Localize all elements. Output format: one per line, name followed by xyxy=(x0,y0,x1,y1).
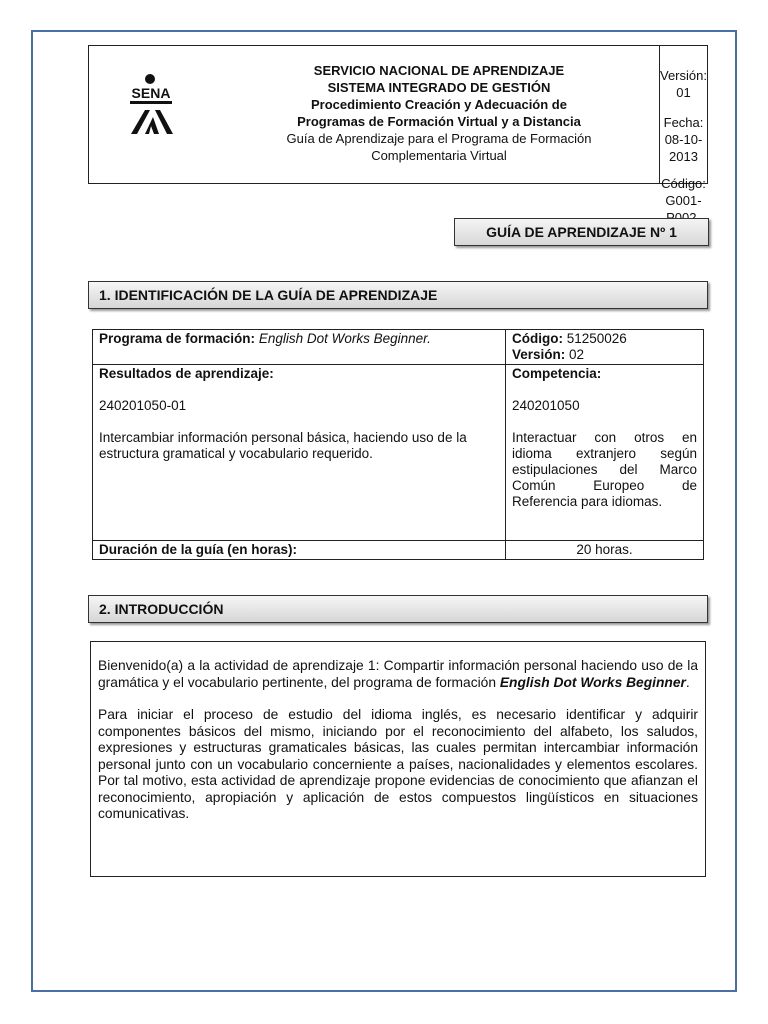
header-meta xyxy=(659,46,707,208)
section1-title: 1. IDENTIFICACIÓN DE LA GUÍA DE APRENDIZAJE xyxy=(88,281,708,309)
table-row xyxy=(93,365,704,541)
results-label: Resultados de aprendizaje: xyxy=(99,366,274,381)
competence-text: Interactuar con otros en idioma extranjero según estipulaciones del Marco Común Europeo de Referencia para idiomas. xyxy=(512,430,697,509)
sena-logo-icon xyxy=(89,46,219,183)
intro-program-name: English Dot Works Beginner xyxy=(499,674,686,690)
program-label: Programa de formación: xyxy=(99,331,256,346)
competence-cell xyxy=(506,365,704,541)
code-label: Código: xyxy=(512,331,563,346)
section2-title: 2. INTRODUCCIÓN xyxy=(88,595,708,623)
table-row xyxy=(93,330,704,365)
introduction-box xyxy=(90,641,706,877)
duration-value: 20 horas. xyxy=(506,541,704,560)
code-version-cell xyxy=(506,330,704,365)
code-value: 51250026 xyxy=(566,331,627,346)
duration-label: Duración de la guía (en horas): xyxy=(93,541,506,560)
program-cell xyxy=(93,330,506,365)
version-label: Versión: xyxy=(512,347,566,362)
results-code: 240201050-01 xyxy=(99,398,187,413)
guide-line2: Complementaria Virtual xyxy=(371,148,507,163)
procedure-line2: Programas de Formación Virtual y a Distancia xyxy=(297,114,581,129)
logo-text: SENA xyxy=(131,85,171,101)
intro-p1-text: Bienvenido(a) a la actividad de aprendizaje 1: Compartir información personal haciendo uso de la gramática y el vocabulario pertinente, del programa de formación xyxy=(98,658,698,690)
system-name: SISTEMA INTEGRADO DE GESTIÓN xyxy=(327,80,551,95)
intro-paragraph-1 xyxy=(98,658,698,691)
program-value: English Dot Works Beginner. xyxy=(258,331,431,346)
guide-title: GUÍA DE APRENDIZAJE Nº 1 xyxy=(454,218,709,246)
document-header xyxy=(88,45,708,208)
competence-label: Competencia: xyxy=(512,366,602,381)
sena-logo xyxy=(89,46,219,183)
intro-p1-end: . xyxy=(685,674,690,690)
table-row xyxy=(93,541,704,560)
procedure-line1: Procedimiento Creación y Adecuación de xyxy=(311,97,567,112)
competence-code: 240201050 xyxy=(512,398,580,413)
header-titles xyxy=(219,46,659,183)
intro-paragraph-2: Para iniciar el proceso de estudio del idioma inglés, es necesario identificar y adquirir componentes básicos del mismo, iniciando por el reconocimiento del alfabeto, los saludos, expresiones y estructuras gramaticales básicas, las cuales permitan intercambiar información personal junto con un vocabulario concerniente a países, nacionalidades y elementos escolares. Por tal motivo, esta actividad de aprendizaje propone evidencias de conocimiento que afianzan el reconocimiento, apropiación y aplicación de estos compuestos lingüísticos en situaciones comunicativas. xyxy=(98,707,698,821)
version-value: 02 xyxy=(569,347,585,362)
results-cell xyxy=(93,365,506,541)
identification-table xyxy=(92,329,704,560)
org-name: SERVICIO NACIONAL DE APRENDIZAJE xyxy=(313,63,565,78)
doc-code-line1: Código: G001- xyxy=(661,176,706,208)
guide-line1: Guía de Aprendizaje para el Programa de Formación xyxy=(286,131,592,146)
doc-version: Versión: 01 xyxy=(660,68,707,100)
results-text: Intercambiar información personal básica, haciendo uso de la estructura gramatical y vocabulario requerido. xyxy=(99,430,467,461)
doc-date: Fecha: 08-10-2013 xyxy=(663,115,704,164)
